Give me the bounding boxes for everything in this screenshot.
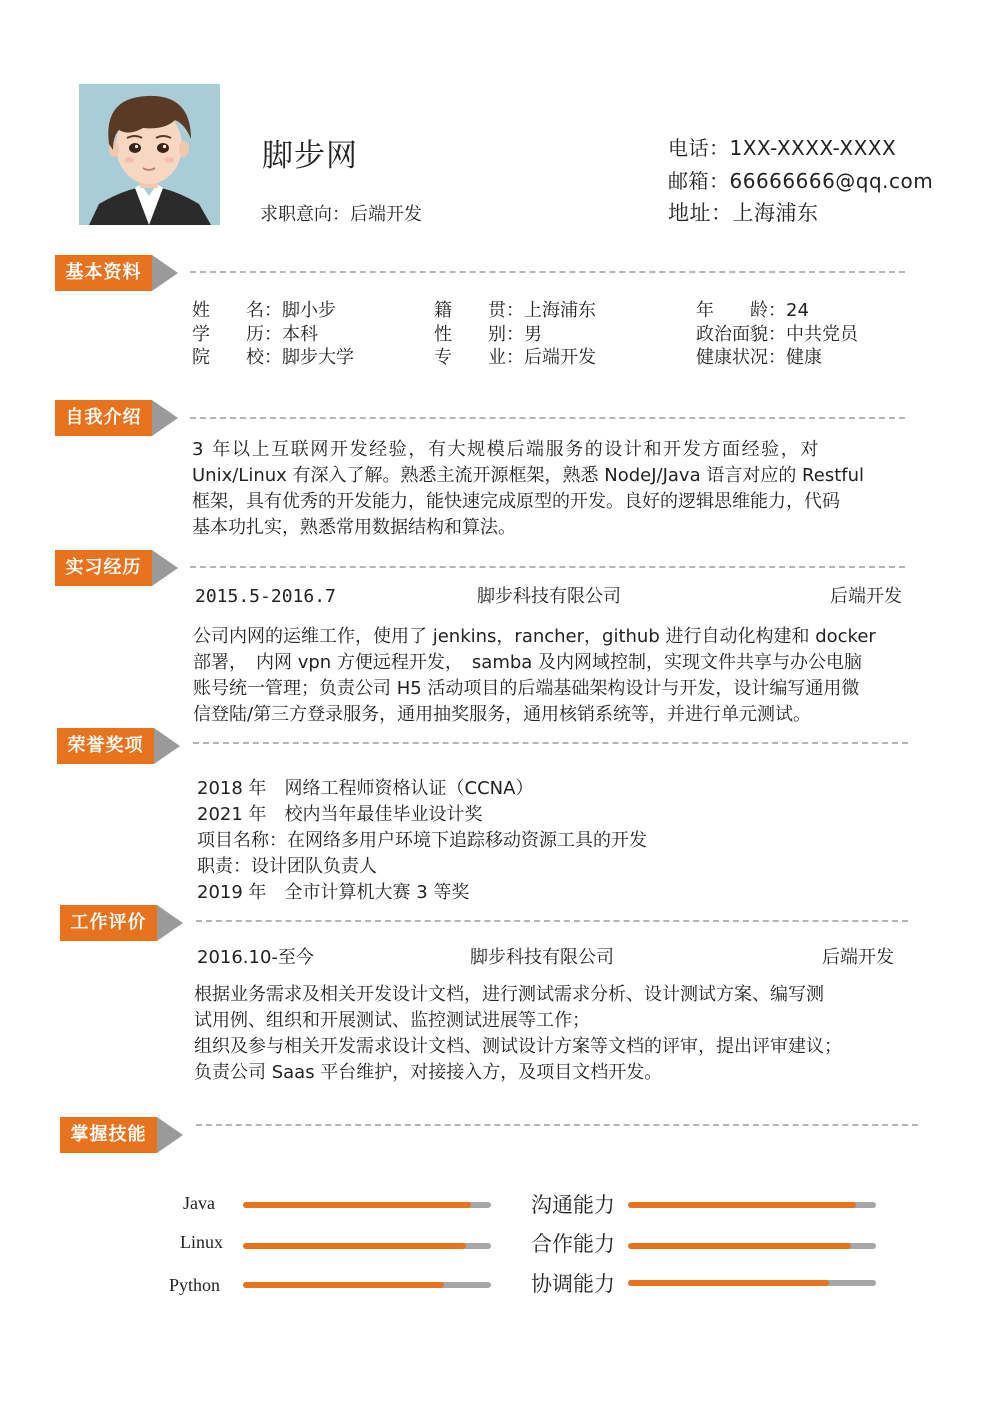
section-divider: [190, 271, 905, 273]
skill-bar-fill: [628, 1243, 851, 1249]
work-line: 根据业务需求及相关开发设计文档，进行测试需求分析、设计测试方案、编写测: [194, 984, 824, 1005]
skill-bar-fill: [628, 1202, 856, 1208]
section-title: 掌握技能: [60, 1117, 157, 1153]
skill-bar: [243, 1282, 491, 1288]
section-arrow-icon: [152, 550, 178, 586]
section-divider: [190, 417, 905, 419]
intern-text: [193, 624, 933, 728]
intro-line: 基本功扎实，熟悉常用数据结构和算法。: [192, 517, 516, 538]
section-arrow-icon: [154, 728, 180, 764]
intern-company: 脚步科技有限公司: [477, 586, 621, 607]
intern-line: 账号统一管理；负责公司 H5 活动项目的后端基础架构设计与开发，设计编写通用微: [193, 678, 860, 699]
section-arrow-icon: [152, 400, 178, 436]
honor-item: 项目名称：在网络多用户环境下追踪移动资源工具的开发: [197, 830, 647, 851]
skill-bar-fill: [243, 1243, 466, 1249]
basic-info-row: [192, 346, 912, 370]
work-role: 后端开发: [822, 947, 894, 968]
section-divider: [190, 566, 905, 568]
job-intent: 求职意向：后端开发: [260, 204, 422, 225]
contact-address: 地址：上海浦东: [668, 201, 819, 225]
info-origin: 籍 贯：上海浦东: [434, 300, 596, 321]
skill-bar: [628, 1243, 876, 1249]
work-line: 试用例、组织和开展测试、监控测试进展等工作；: [194, 1010, 590, 1031]
section-arrow-icon: [157, 1117, 183, 1153]
section-title: 自我介绍: [55, 400, 152, 436]
contact-phone: 电话：1XX-XXXX-XXXX: [668, 136, 897, 160]
avatar: [79, 84, 220, 225]
basic-info-row: [192, 299, 912, 323]
skill-bar: [243, 1243, 491, 1249]
info-age: 年 龄：24: [696, 300, 809, 321]
work-line: 组织及参与相关开发需求设计文档、测试设计方案等文档的评审，提出评审建议；: [194, 1036, 842, 1057]
section-title: 荣誉奖项: [57, 728, 154, 764]
intern-role: 后端开发: [830, 586, 902, 607]
skill-bar: [628, 1280, 876, 1286]
skill-label: 沟通能力: [531, 1193, 615, 1217]
candidate-name: 脚步网: [262, 138, 358, 174]
skill-label: 合作能力: [531, 1232, 615, 1256]
intro-text: [192, 437, 932, 541]
work-line: 负责公司 Saas 平台维护，对接接入方，及项目文档开发。: [194, 1062, 663, 1083]
intern-line: 部署， 内网 vpn 方便远程开发， samba 及内网域控制，实现文件共享与办公电脑: [193, 652, 863, 673]
info-gender: 性 别：男: [434, 324, 542, 345]
skill-bar-fill: [628, 1280, 829, 1286]
section-header-intro: [55, 400, 205, 436]
section-header-work: [60, 905, 210, 941]
section-divider: [196, 920, 908, 922]
info-major: 专 业：后端开发: [434, 347, 596, 368]
info-health: 健康状况：健康: [696, 347, 822, 368]
intern-line: 公司内网的运维工作，使用了 jenkins，rancher，github 进行自动化构建和 docker: [193, 626, 876, 647]
section-header-intern: [55, 550, 205, 586]
section-title: 工作评价: [60, 905, 157, 941]
intro-line: 框架，具有优秀的开发能力，能快速完成原型的开发。良好的逻辑思维能力，代码: [192, 491, 840, 512]
intro-line: Unix/Linux 有深入了解。熟悉主流开源框架，熟悉 NodeJ/Java 语言对应的 Restful: [192, 465, 865, 486]
section-arrow-icon: [152, 255, 178, 291]
skill-bar-fill: [243, 1282, 444, 1288]
honor-item: 2021 年 校内当年最佳毕业设计奖: [197, 804, 483, 825]
section-title: 基本资料: [55, 255, 152, 291]
work-period: 2016.10-至今: [197, 947, 314, 968]
honors-list: [197, 776, 917, 906]
skill-bar: [628, 1202, 876, 1208]
intern-period: 2015.5-2016.7: [195, 586, 336, 607]
info-education: 学 历：本科: [192, 324, 318, 345]
skill-label: 协调能力: [531, 1272, 615, 1296]
honor-item: 2019 年 全市计算机大赛 3 等奖: [197, 882, 470, 903]
section-header-honors: [57, 728, 207, 764]
avatar-illustration: [79, 84, 220, 225]
skill-bar: [243, 1202, 491, 1208]
section-divider: [193, 742, 908, 744]
section-header-skills: [60, 1117, 210, 1153]
section-arrow-icon: [157, 905, 183, 941]
basic-info-row: [192, 323, 912, 347]
section-title: 实习经历: [55, 550, 152, 586]
section-divider: [196, 1124, 918, 1126]
section-header-basic: [55, 255, 205, 291]
skill-label: Linux: [180, 1232, 223, 1252]
intro-line: 3 年以上互联网开发经验，有大规模后端服务的设计和开发方面经验，对: [192, 439, 820, 460]
skill-label: Python: [168, 1275, 220, 1295]
info-name: 姓 名：脚小步: [192, 300, 336, 321]
info-political: 政治面貌：中共党员: [696, 324, 858, 345]
work-company: 脚步科技有限公司: [470, 947, 614, 968]
work-text: [194, 982, 934, 1086]
info-school: 院 校：脚步大学: [192, 347, 354, 368]
contact-email: 邮箱：66666666@qq.com: [668, 169, 934, 193]
skill-label: Java: [183, 1193, 215, 1213]
intern-line: 信登陆/第三方登录服务，通用抽奖服务，通用核销系统等，并进行单元测试。: [193, 704, 812, 725]
skill-bar-fill: [243, 1202, 471, 1208]
honor-item: 职责：设计团队负责人: [197, 856, 377, 877]
honor-item: 2018 年 网络工程师资格认证（CCNA）: [197, 778, 534, 799]
